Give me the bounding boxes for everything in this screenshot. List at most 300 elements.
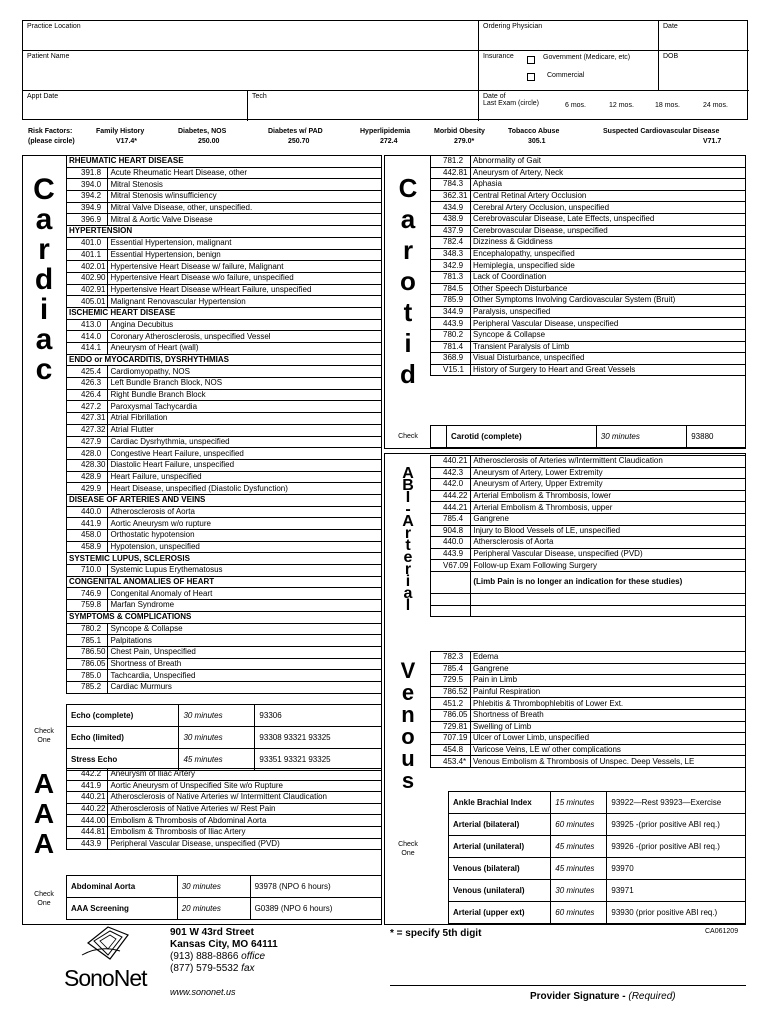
table-row[interactable] bbox=[431, 698, 746, 710]
risk-factor[interactable]: Morbid Obesity bbox=[434, 128, 485, 135]
diagnosis-description: Cardiac Dysrhythmia, unspecified bbox=[108, 436, 382, 448]
diagnosis-description: Atherosclerosis of Arteries w/Intermittent Claudication bbox=[471, 456, 746, 468]
vertical-letter: c bbox=[35, 353, 53, 386]
diagnosis-description: Phlebitis & Thrombophlebitis of Lower Ext. bbox=[471, 698, 746, 710]
table-row[interactable] bbox=[67, 319, 382, 331]
risk-factor-code: 279.0* bbox=[454, 138, 475, 145]
table-row[interactable] bbox=[67, 553, 382, 565]
vertical-letter: r bbox=[404, 525, 412, 542]
procedure-row[interactable] bbox=[449, 902, 746, 924]
table-row[interactable] bbox=[67, 494, 382, 506]
icd-code: 438.9 bbox=[431, 213, 471, 225]
table-row[interactable] bbox=[431, 271, 746, 283]
aaa-check-one: Check One bbox=[34, 891, 54, 907]
table-row[interactable] bbox=[67, 424, 382, 436]
carotid-diagnosis-table bbox=[430, 155, 746, 376]
commercial-checkbox[interactable] bbox=[527, 73, 535, 81]
table-row[interactable] bbox=[67, 838, 382, 850]
icd-code: 428.30 bbox=[67, 459, 108, 471]
table-row[interactable] bbox=[67, 792, 382, 804]
procedure-cpt: 93971 bbox=[607, 880, 746, 902]
abi-diagnosis-table bbox=[430, 455, 746, 617]
table-row[interactable] bbox=[67, 681, 382, 693]
table-row[interactable] bbox=[67, 249, 382, 261]
table-row[interactable] bbox=[67, 272, 382, 284]
diagnosis-description: Other Symptoms Involving Cardiovascular System (Bruit) bbox=[471, 295, 746, 307]
icd-code: 443.9 bbox=[431, 548, 471, 560]
table-row[interactable] bbox=[67, 401, 382, 413]
procedure-name: Echo (complete) bbox=[67, 705, 179, 727]
diagnosis-description: Left Bundle Branch Block, NOS bbox=[108, 378, 382, 390]
vertical-letter: r bbox=[38, 233, 50, 266]
diagnosis-description: History of Surgery to Heart and Great Vessels bbox=[471, 364, 746, 376]
vertical-letter: A bbox=[33, 768, 55, 799]
table-row[interactable] bbox=[67, 261, 382, 273]
table-row[interactable] bbox=[67, 803, 382, 815]
diagnosis-description: Peripheral Vascular Disease, unspecified bbox=[471, 318, 746, 330]
table-row[interactable] bbox=[67, 226, 382, 238]
table-row[interactable] bbox=[431, 560, 746, 572]
table-row[interactable] bbox=[431, 237, 746, 249]
icd-code: V67.09 bbox=[431, 560, 471, 572]
table-row[interactable] bbox=[431, 190, 746, 202]
table-row[interactable] bbox=[431, 295, 746, 307]
table-row[interactable] bbox=[67, 576, 382, 588]
icd-code: 786.52 bbox=[431, 686, 471, 698]
contact: (913) 888-8866 office (877) 579-5532 fax bbox=[170, 951, 266, 974]
procedure-cpt: 93925 -(prior positive ABI req.) bbox=[607, 814, 746, 836]
table-row[interactable] bbox=[67, 658, 382, 670]
abi-note-row bbox=[431, 571, 746, 593]
appt-date-field[interactable]: Appt Date bbox=[23, 91, 248, 121]
vertical-letter: d bbox=[34, 263, 54, 296]
table-row[interactable] bbox=[67, 436, 382, 448]
diagnosis-description: Malignant Renovascular Hypertension bbox=[108, 296, 382, 308]
table-row[interactable] bbox=[67, 646, 382, 658]
diagnosis-description: Aneurysm of Iliac Artery bbox=[108, 769, 382, 781]
diagnosis-description: Abnormality of Gait bbox=[471, 156, 746, 168]
risk-factor[interactable]: Hyperlipidemia bbox=[360, 128, 411, 135]
procedure-name: Arterial (unilateral) bbox=[449, 836, 551, 858]
vertical-letter: a bbox=[35, 323, 53, 356]
procedure-duration: 30 minutes bbox=[596, 426, 686, 448]
procedure-duration: 60 minutes bbox=[551, 814, 607, 836]
procedure-row[interactable] bbox=[449, 858, 746, 880]
icd-code: 429.9 bbox=[67, 483, 108, 495]
icd-code: 402.90 bbox=[67, 272, 108, 284]
icd-code: 428.0 bbox=[67, 448, 108, 460]
icd-code: 454.8 bbox=[431, 744, 471, 756]
table-row[interactable] bbox=[431, 605, 746, 617]
vascular-check-one: Check One bbox=[398, 841, 418, 857]
diagnosis-description: Chest Pain, Unspecified bbox=[108, 646, 382, 658]
table-row[interactable] bbox=[431, 663, 746, 675]
table-row[interactable] bbox=[431, 260, 746, 272]
table-row[interactable] bbox=[431, 156, 746, 168]
procedure-cpt: 93926 -(prior positive ABI req.) bbox=[607, 836, 746, 858]
icd-code: 342.9 bbox=[431, 260, 471, 272]
procedure-row[interactable] bbox=[67, 727, 382, 749]
vertical-letter: n bbox=[401, 702, 415, 727]
diagnosis-description: Essential Hypertension, malignant bbox=[108, 237, 382, 249]
vertical-letter: A bbox=[402, 513, 414, 530]
icd-code: 391.8 bbox=[67, 167, 108, 179]
table-row[interactable] bbox=[67, 378, 382, 390]
procedure-row[interactable] bbox=[67, 898, 382, 920]
table-row[interactable] bbox=[67, 826, 382, 838]
table-row[interactable] bbox=[67, 296, 382, 308]
icd-code: 443.9 bbox=[431, 318, 471, 330]
diagnosis-description: Aneurysm of Artery, Lower Extremity bbox=[471, 467, 746, 479]
procedure-cpt: 93922—Rest 93923—Exercise bbox=[607, 792, 746, 814]
table-row[interactable] bbox=[431, 225, 746, 237]
diagnosis-description: Varicose Veins, LE w/ other complications bbox=[471, 744, 746, 756]
table-row[interactable] bbox=[431, 756, 746, 768]
icd-code: 414.1 bbox=[67, 343, 108, 355]
risk-factor[interactable]: Tobacco Abuse bbox=[508, 128, 560, 135]
table-row[interactable] bbox=[67, 202, 382, 214]
risk-factor-code: 272.4 bbox=[380, 138, 398, 145]
diagnosis-description: Right Bundle Branch Block bbox=[108, 389, 382, 401]
table-row[interactable] bbox=[431, 652, 746, 664]
table-row[interactable] bbox=[431, 353, 746, 365]
diagnosis-description: Shortness of Breath bbox=[108, 658, 382, 670]
icd-code: 442.0 bbox=[431, 479, 471, 491]
procedure-cpt: 93308 93321 93325 bbox=[255, 727, 382, 749]
diagnosis-description: Palpitations bbox=[108, 635, 382, 647]
provider-signature-label: Provider Signature - (Required) bbox=[530, 991, 676, 1002]
vertical-letter: r bbox=[402, 235, 414, 265]
diagnosis-description: Mitral Stenosis bbox=[108, 179, 382, 191]
diagnosis-description: Edema bbox=[471, 652, 746, 664]
tech-field[interactable]: Tech bbox=[248, 91, 479, 121]
table-row[interactable] bbox=[431, 306, 746, 318]
table-row[interactable] bbox=[431, 675, 746, 687]
table-row[interactable] bbox=[67, 448, 382, 460]
government-checkbox[interactable] bbox=[527, 56, 535, 64]
table-row[interactable] bbox=[431, 202, 746, 214]
diagnosis-description: Cerebral Artery Occlusion, unspecified bbox=[471, 202, 746, 214]
table-row[interactable] bbox=[431, 467, 746, 479]
vertical-letter: a bbox=[400, 204, 416, 234]
table-row[interactable] bbox=[67, 623, 382, 635]
icd-code: 441.9 bbox=[67, 518, 108, 530]
diagnosis-description: Encephalopathy, unspecified bbox=[471, 248, 746, 260]
risk-factor[interactable]: Diabetes, NOS bbox=[178, 128, 227, 135]
table-row[interactable] bbox=[67, 284, 382, 296]
vertical-letter: B bbox=[402, 477, 414, 494]
last-exam-12mos[interactable]: 12 mos. bbox=[609, 102, 634, 109]
diagnosis-description: Mitral Valve Disease, other, unspecified. bbox=[108, 202, 382, 214]
icd-code: 786.05 bbox=[431, 709, 471, 721]
diagnosis-description: Atrial Fibrillation bbox=[108, 413, 382, 425]
icd-code: 441.9 bbox=[67, 780, 108, 792]
procedure-cpt: 93351 93321 93325 bbox=[255, 749, 382, 771]
table-row[interactable] bbox=[67, 815, 382, 827]
risk-factor-code: V17.4* bbox=[116, 138, 138, 145]
table-row[interactable] bbox=[431, 686, 746, 698]
diagnosis-description: Hypertensive Heart Disease w/ failure, Malignant bbox=[108, 261, 382, 273]
vertical-letter: A bbox=[33, 798, 55, 829]
diagnosis-description: Cerebrovascular Disease, unspecified bbox=[471, 225, 746, 237]
vertical-letter: I bbox=[405, 489, 411, 506]
patient-name-field[interactable]: Patient Name bbox=[23, 51, 479, 91]
diagnosis-description: Swelling of Limb bbox=[471, 721, 746, 733]
diagnosis-description: Tachcardia, Unspecified bbox=[108, 670, 382, 682]
table-row[interactable] bbox=[431, 213, 746, 225]
vertical-letter: o bbox=[401, 724, 415, 749]
vertical-letter: C bbox=[33, 173, 55, 206]
diagnosis-description: Angina Decubitus bbox=[108, 319, 382, 331]
table-row[interactable] bbox=[431, 733, 746, 745]
table-row[interactable] bbox=[67, 459, 382, 471]
vertical-letter: i bbox=[404, 328, 412, 358]
diagnosis-description: Dizziness & Giddiness bbox=[471, 237, 746, 249]
section-heading: DISEASE OF ARTERIES AND VEINS bbox=[67, 494, 382, 506]
diagnosis-description: Congenital Anomaly of Heart bbox=[108, 588, 382, 600]
icd-code: 451.2 bbox=[431, 698, 471, 710]
procedure-row[interactable] bbox=[449, 792, 746, 814]
table-row[interactable] bbox=[431, 721, 746, 733]
table-row[interactable] bbox=[67, 471, 382, 483]
icd-code: 729.81 bbox=[431, 721, 471, 733]
diagnosis-description: Aphasia bbox=[471, 179, 746, 191]
icd-code: 786.50 bbox=[67, 646, 108, 658]
vertical-letter: i bbox=[405, 573, 411, 590]
icd-code: 444.81 bbox=[67, 826, 108, 838]
diagnosis-description: Aortic Aneurysm w/o rupture bbox=[108, 518, 382, 530]
icd-code: 427.9 bbox=[67, 436, 108, 448]
blank-description bbox=[471, 593, 746, 605]
table-row[interactable] bbox=[67, 541, 382, 553]
table-row[interactable] bbox=[431, 179, 746, 191]
risk-factor[interactable]: Family History bbox=[96, 128, 145, 135]
vertical-letter: e bbox=[401, 680, 415, 705]
diagnosis-description: Diastolic Heart Failure, unspecified bbox=[108, 459, 382, 471]
table-row[interactable] bbox=[431, 167, 746, 179]
diagnosis-description: Venous Embolism & Thrombosis of Unspec. Deep Vessels, LE bbox=[471, 756, 746, 768]
table-row[interactable] bbox=[67, 413, 382, 425]
table-row[interactable] bbox=[67, 530, 382, 542]
icd-code: 437.9 bbox=[431, 225, 471, 237]
table-row[interactable] bbox=[67, 611, 382, 623]
icd-code: 444.22 bbox=[431, 490, 471, 502]
diagnosis-description: Cerebrovascular Disease, Late Effects, unspecified bbox=[471, 213, 746, 225]
vertical-letter: a bbox=[35, 203, 53, 236]
procedure-row[interactable] bbox=[449, 814, 746, 836]
procedure-row[interactable] bbox=[431, 426, 746, 448]
abi-note: (Limb Pain is no longer an indication for these studies) bbox=[471, 571, 746, 593]
icd-code: 782.3 bbox=[431, 652, 471, 664]
vertical-letter: A bbox=[33, 828, 55, 859]
icd-code: 444.00 bbox=[67, 815, 108, 827]
table-row[interactable] bbox=[431, 490, 746, 502]
table-row[interactable] bbox=[431, 318, 746, 330]
table-row[interactable] bbox=[67, 354, 382, 366]
icd-code: 413.0 bbox=[67, 319, 108, 331]
table-row[interactable] bbox=[67, 331, 382, 343]
table-row[interactable] bbox=[67, 366, 382, 378]
risk-factor[interactable]: Suspected Cardiovascular Disease bbox=[603, 128, 720, 135]
diagnosis-description: Arterial Embolism & Thrombosis, upper bbox=[471, 502, 746, 514]
diagnosis-description: Lack of Coordination bbox=[471, 271, 746, 283]
table-row[interactable] bbox=[67, 307, 382, 319]
diagnosis-description: Gangrene bbox=[471, 663, 746, 675]
section-heading: SYSTEMIC LUPUS, SCLEROSIS bbox=[67, 553, 382, 565]
aaa-procedures bbox=[66, 875, 382, 920]
diagnosis-description: Orthostatic hypotension bbox=[108, 530, 382, 542]
diagnosis-description: Hemiplegia, unspecified side bbox=[471, 260, 746, 272]
diagnosis-description: Aortic Aneurysm of Unspecified Site w/o Rupture bbox=[108, 780, 382, 792]
procedure-duration: 45 minutes bbox=[551, 858, 607, 880]
icd-code: 785.4 bbox=[431, 513, 471, 525]
table-row[interactable] bbox=[67, 635, 382, 647]
venous-diagnosis-table bbox=[430, 651, 746, 768]
diagnosis-description: Peripheral Vascular Disease, unspecified (PVD) bbox=[108, 838, 382, 850]
blank-code bbox=[431, 605, 471, 617]
procedure-name: Abdominal Aorta bbox=[67, 876, 178, 898]
icd-code: 458.0 bbox=[67, 530, 108, 542]
diagnosis-description: Heart Disease, unspecified (Diastolic Dysfunction) bbox=[108, 483, 382, 495]
table-row[interactable] bbox=[431, 709, 746, 721]
table-row[interactable] bbox=[67, 518, 382, 530]
section-heading: ENDO or MYOCARDITIS, DYSRHYTHMIAS bbox=[67, 354, 382, 366]
table-row[interactable] bbox=[431, 479, 746, 491]
table-row[interactable] bbox=[67, 237, 382, 249]
last-exam-6mos[interactable]: 6 mos. bbox=[565, 102, 587, 109]
table-row[interactable] bbox=[431, 502, 746, 514]
icd-code: 396.9 bbox=[67, 214, 108, 226]
table-row[interactable] bbox=[431, 593, 746, 605]
icd-code: 785.9 bbox=[431, 295, 471, 307]
procedure-duration: 15 minutes bbox=[551, 792, 607, 814]
last-exam-18mos[interactable]: 18 mos. bbox=[655, 102, 680, 109]
website-link[interactable]: www.sononet.us bbox=[170, 987, 236, 997]
table-row[interactable] bbox=[431, 513, 746, 525]
table-row[interactable] bbox=[431, 548, 746, 560]
date-field[interactable]: Date bbox=[659, 21, 749, 51]
icd-code: 440.21 bbox=[67, 792, 108, 804]
table-row[interactable] bbox=[67, 588, 382, 600]
diagnosis-description: Pain in Limb bbox=[471, 675, 746, 687]
procedure-cpt: 93880 bbox=[687, 426, 746, 448]
procedure-name: Ankle Brachial Index bbox=[449, 792, 551, 814]
diagnosis-description: Syncope & Collapse bbox=[471, 329, 746, 341]
icd-code: 781.3 bbox=[431, 271, 471, 283]
diagnosis-description: Atherosclerosis of Native Arteries w/ Rest Pain bbox=[108, 803, 382, 815]
table-row[interactable] bbox=[67, 179, 382, 191]
table-row[interactable] bbox=[431, 537, 746, 549]
risk-factor-code: 250.70 bbox=[288, 138, 310, 145]
diagnosis-description: Embolism & Thrombosis of Abdominal Aorta bbox=[108, 815, 382, 827]
procedure-row[interactable] bbox=[449, 880, 746, 902]
diagnosis-description: Essential Hypertension, benign bbox=[108, 249, 382, 261]
table-row[interactable] bbox=[431, 744, 746, 756]
cardiac-procedures bbox=[66, 704, 382, 771]
diagnosis-description: Paroxysmal Tachycardia bbox=[108, 401, 382, 413]
icd-code: 440.22 bbox=[67, 803, 108, 815]
table-row[interactable] bbox=[67, 343, 382, 355]
table-row[interactable] bbox=[67, 769, 382, 781]
risk-factor-code: 305.1 bbox=[528, 138, 546, 145]
table-row[interactable] bbox=[67, 600, 382, 612]
risk-factor[interactable]: Diabetes w/ PAD bbox=[268, 128, 323, 135]
icd-code: 440.0 bbox=[67, 506, 108, 518]
table-row[interactable] bbox=[431, 364, 746, 376]
vertical-letter: V bbox=[400, 658, 416, 683]
diagnosis-description: Mitral & Aortic Valve Disease bbox=[108, 214, 382, 226]
icd-code: 707.19 bbox=[431, 733, 471, 745]
table-row[interactable] bbox=[67, 483, 382, 495]
procedure-name: Arterial (bilateral) bbox=[449, 814, 551, 836]
diagnosis-description: Visual Disturbance, unspecified bbox=[471, 353, 746, 365]
icd-code: 426.4 bbox=[67, 389, 108, 401]
table-row[interactable] bbox=[67, 670, 382, 682]
icd-code: 405.01 bbox=[67, 296, 108, 308]
icd-code: 443.9 bbox=[67, 838, 108, 850]
diagnosis-description: Cardiac Murmurs bbox=[108, 681, 382, 693]
header-form bbox=[22, 20, 748, 120]
table-row[interactable] bbox=[431, 341, 746, 353]
table-row[interactable] bbox=[67, 167, 382, 179]
icd-code: 440.21 bbox=[431, 456, 471, 468]
procedure-name: Venous (unilateral) bbox=[449, 880, 551, 902]
diagnosis-description: Painful Respiration bbox=[471, 686, 746, 698]
icd-code: 362.31 bbox=[431, 190, 471, 202]
empty-cell bbox=[431, 571, 471, 593]
diagnosis-description: Gangrene bbox=[471, 513, 746, 525]
icd-code: 780.2 bbox=[67, 623, 108, 635]
dob-field[interactable]: DOB bbox=[659, 51, 749, 91]
icd-code: 427.31 bbox=[67, 413, 108, 425]
table-row[interactable] bbox=[431, 329, 746, 341]
table-row[interactable] bbox=[67, 214, 382, 226]
procedure-name: Arterial (upper ext) bbox=[449, 902, 551, 924]
procedure-row[interactable] bbox=[67, 876, 382, 898]
icd-code: 402.91 bbox=[67, 284, 108, 296]
last-exam-24mos[interactable]: 24 mos. bbox=[703, 102, 728, 109]
table-row[interactable] bbox=[431, 248, 746, 260]
last-exam-field: Date of Last Exam (circle) 6 mos. 12 mos. 18 mos. 24 mos. bbox=[483, 93, 728, 109]
insurance-field: Insurance Government (Medicare, etc) Commercial bbox=[479, 51, 659, 91]
practice-location-field[interactable]: Practice Location bbox=[23, 21, 479, 51]
table-row[interactable] bbox=[67, 156, 382, 168]
icd-code: 781.4 bbox=[431, 341, 471, 353]
vertical-letter: A bbox=[402, 465, 414, 482]
icd-code: 784.5 bbox=[431, 283, 471, 295]
diagnosis-description: Arterial Embolism & Thrombosis, lower bbox=[471, 490, 746, 502]
table-row[interactable] bbox=[431, 283, 746, 295]
procedure-cpt: 93306 bbox=[255, 705, 382, 727]
table-row[interactable] bbox=[67, 191, 382, 203]
diagnosis-description: Coronary Atherosclerosis, unspecified Vessel bbox=[108, 331, 382, 343]
signature-line[interactable] bbox=[390, 985, 746, 986]
procedure-row[interactable] bbox=[449, 836, 746, 858]
vertical-letter: e bbox=[403, 549, 413, 566]
table-row[interactable] bbox=[67, 565, 382, 577]
table-row[interactable] bbox=[431, 456, 746, 468]
ordering-physician-field[interactable]: Ordering Physician bbox=[479, 21, 659, 51]
icd-code: 440.0 bbox=[431, 537, 471, 549]
table-row[interactable] bbox=[431, 525, 746, 537]
table-row[interactable] bbox=[67, 506, 382, 518]
diagnosis-description: Central Retinal Artery Occlusion bbox=[471, 190, 746, 202]
procedure-row[interactable] bbox=[67, 705, 382, 727]
procedure-checkbox[interactable] bbox=[431, 426, 447, 448]
table-row[interactable] bbox=[67, 780, 382, 792]
table-row[interactable] bbox=[67, 389, 382, 401]
icd-code: 394.0 bbox=[67, 179, 108, 191]
